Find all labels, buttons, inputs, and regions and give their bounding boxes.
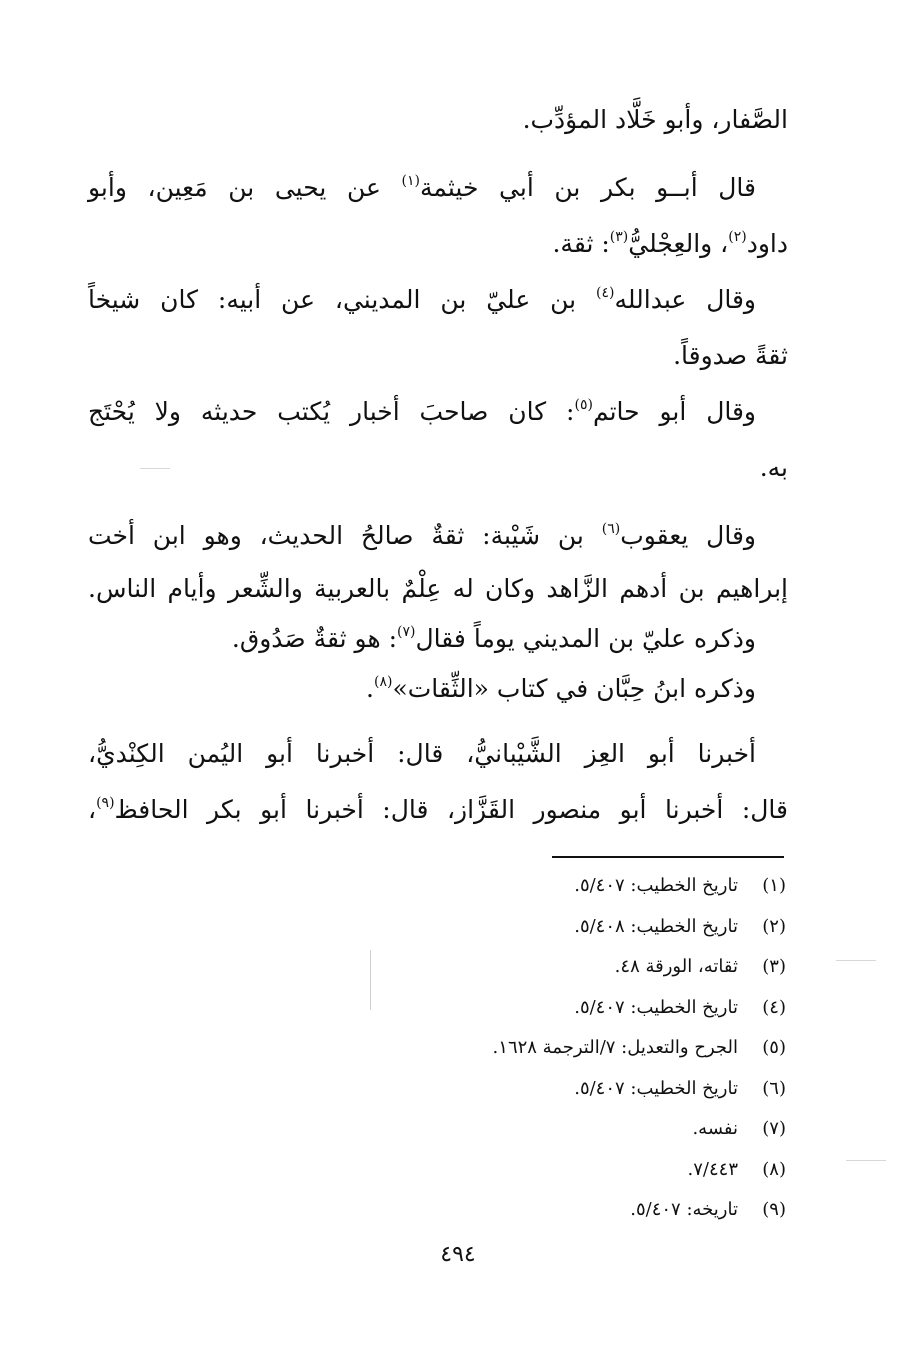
scan-speck [836,960,876,961]
footnote-number: (٧) [762,1118,786,1139]
text-line [88,726,788,782]
footnote-separator [552,856,784,858]
text-run: : هو ثقةٌ صَدُوق. [231,624,398,653]
main-text [88,92,788,838]
footnote-text: تاريخ الخطيب: ٥/٤٠٨. [574,915,738,937]
text-run: : ثقة. [552,229,610,258]
footnotes [266,866,786,1231]
text-line [88,160,788,216]
text-line [88,782,788,838]
footnote-text: تاريخ الخطيب: ٥/٤٠٧. [574,1077,738,1099]
text-run: به. [759,453,788,482]
footnote-number: (٤) [762,996,786,1018]
scan-mark [370,950,371,1010]
footnote-number: (٢) [762,915,786,937]
footnote-text: ثقاته، الورقة ٤٨. [614,956,738,977]
footnote-text: نفسه. [692,1118,738,1139]
text-run: ، [88,795,97,824]
text-line [88,614,788,664]
text-run: إبراهيم بن أدهم الزَّاهد وكان له عِلْمٌ بالعربية والشِّعر وأيام الناس. [88,574,788,603]
footnote-text: تاريخ الخطيب: ٥/٤٠٧. [574,875,738,896]
footnote-text: ٧/٤٤٣. [687,1158,738,1180]
footnote-ref[interactable]: (٣) [609,229,629,245]
text-line [88,216,788,272]
footnote-number: (١) [762,875,786,896]
footnote-ref[interactable]: (٧) [397,624,416,640]
text-line [88,508,788,564]
footnote-item [266,907,786,948]
footnote-text: تاريخ الخطيب: ٥/٤٠٧. [574,996,738,1018]
footnote-ref[interactable]: (١) [401,173,420,189]
text-line [88,272,788,328]
footnote-ref[interactable]: (٨) [374,674,393,690]
footnote-item [266,947,786,988]
text-run: وذكره عليّ بن المديني يوماً فقال [415,624,756,653]
footnote-number: (٨) [762,1158,786,1180]
text-run: قال: أخبرنا أبو منصور القَزَّاز، قال: أخبرنا أبو بكر الحافظ [114,795,788,824]
footnote-number: (٩) [762,1199,786,1220]
scan-speck [846,1160,886,1161]
page-number: ٤٩٤ [440,1242,476,1267]
footnote-ref[interactable]: (٢) [728,229,747,245]
text-line [88,328,788,384]
text-line [88,564,788,614]
text-run: الصَّفار، وأبو خَلَّاد المؤدِّب. [522,105,788,134]
text-run: بن شَيْبة: ثقةٌ صالحُ الحديث، وهو ابن أخت [88,521,602,550]
footnote-item [266,1150,786,1191]
footnote-text: الجرح والتعديل: ٧/الترجمة ١٦٢٨. [492,1037,738,1058]
text-run: وذكره ابنُ حِبَّان في كتاب «الثِّقات» [392,674,756,703]
text-run: داود [746,229,788,258]
text-run: قال أبــو بكر بن أبي خيثمة [420,173,757,202]
text-run: . [366,674,374,703]
footnote-ref[interactable]: (٩) [96,795,115,811]
text-run: ثقةً صدوقاً. [673,341,788,370]
footnote-item [266,1109,786,1150]
footnote-item [266,1190,786,1231]
scan-speck [140,468,170,469]
text-run: : كان صاحبَ أخبار يُكتب حديثه ولا يُحْتَج [88,397,575,426]
text-run: وقال عبدالله [614,285,757,314]
footnote-text: تاريخه: ٥/٤٠٧. [630,1199,738,1220]
footnote-ref[interactable]: (٤) [596,285,615,301]
footnote-item [266,1028,786,1069]
footnote-item [266,866,786,907]
text-line [88,440,788,496]
text-run: أخبرنا أبو العِز الشَّيْبانيُّ، قال: أخبرنا أبو اليُمن الكِنْديُّ، [88,739,756,768]
footnote-ref[interactable]: (٥) [574,397,593,413]
footnote-number: (٦) [762,1077,786,1099]
text-run: وقال أبو حاتم [592,397,757,426]
text-line [88,664,788,714]
text-run: بن عليّ بن المديني، عن أبيه: كان شيخاً [88,285,597,314]
footnote-number: (٣) [762,956,786,977]
text-line [88,92,788,148]
footnote-item [266,988,786,1029]
footnote-ref[interactable]: (٦) [601,521,621,537]
text-run: عن يحيى بن مَعِين، وأبو [88,173,402,202]
footnote-number: (٥) [762,1037,786,1058]
text-run: وقال يعقوب [620,521,756,550]
text-run: ، والعِجْليُّ [628,229,729,258]
footnote-item [266,1069,786,1110]
text-line [88,384,788,440]
